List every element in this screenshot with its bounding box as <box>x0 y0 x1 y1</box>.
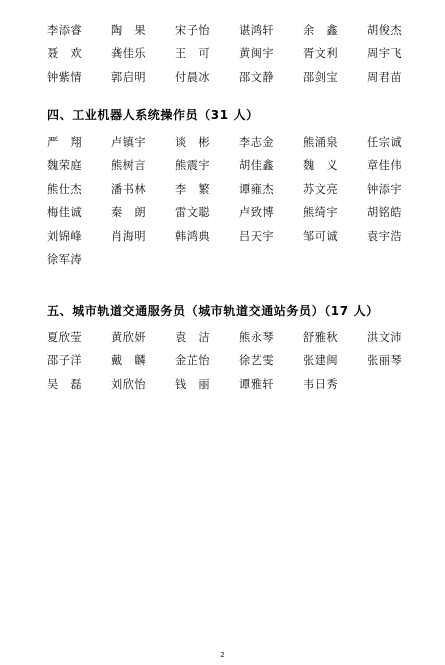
person-name: 邵文静 <box>239 70 275 84</box>
person-name: 梅佳诚 <box>47 206 83 220</box>
person-name: 袁宇浩 <box>367 229 403 243</box>
person-name: 夏欣莹 <box>47 331 83 344</box>
person-name: 邹可诚 <box>303 229 339 243</box>
person-name: 钟紫情 <box>47 70 83 84</box>
name-grid <box>47 131 417 271</box>
person-name: 谭雍杰 <box>239 182 275 196</box>
person-name: 戴 麟 <box>111 354 147 368</box>
name-grid <box>47 326 417 396</box>
person-name: 付晨冰 <box>175 70 211 84</box>
person-name: 李 繁 <box>175 182 211 196</box>
person-name: 胡俊杰 <box>367 24 403 37</box>
person-name: 张建闽 <box>303 354 339 368</box>
person-name: 熊仕杰 <box>47 182 83 196</box>
person-name: 徐军涛 <box>47 252 83 266</box>
person-name: 余 鑫 <box>303 24 339 37</box>
person-name: 秦 朗 <box>111 206 147 220</box>
person-name: 舒雅秋 <box>303 331 339 344</box>
person-name: 陶 果 <box>111 24 147 37</box>
person-name: 潘书林 <box>111 182 147 196</box>
person-name: 邵剑宝 <box>303 70 339 84</box>
person-name: 刘欣怡 <box>111 377 147 391</box>
person-name: 熊涌泉 <box>303 136 339 149</box>
person-name: 雷文聪 <box>175 206 211 220</box>
person-name: 章佳伟 <box>367 159 403 173</box>
name-grid <box>47 19 417 89</box>
page-number: 2 <box>220 651 225 659</box>
person-name: 钟添宇 <box>367 182 403 196</box>
person-name: 肖海明 <box>111 229 147 243</box>
person-name: 邵子洋 <box>47 354 83 368</box>
person-name: 郭启明 <box>111 70 147 84</box>
person-name: 吕天宇 <box>239 229 275 243</box>
person-name: 宋子怡 <box>175 24 211 37</box>
person-name: 黄闽宇 <box>239 47 275 61</box>
person-name: 魏 义 <box>303 159 339 173</box>
person-name: 聂 欢 <box>47 47 83 61</box>
person-name: 张丽琴 <box>367 354 403 368</box>
person-name: 金芷怡 <box>175 354 211 368</box>
person-name: 胥文利 <box>303 47 339 61</box>
person-name: 袁 洁 <box>175 331 211 344</box>
person-name: 任宗诚 <box>367 136 403 149</box>
person-name: 熊树言 <box>111 159 147 173</box>
person-name: 龚佳乐 <box>111 47 147 61</box>
person-name: 王 可 <box>175 47 211 61</box>
section-title-rail-transit: 五、城市轨道交通服务员（城市轨道交通站务员）（17 人） <box>47 304 379 318</box>
person-name: 徐艺雯 <box>239 354 275 368</box>
person-name: 韩鸿典 <box>175 229 211 243</box>
person-name: 钱 丽 <box>175 377 211 391</box>
person-name: 谈 彬 <box>175 136 211 149</box>
name-list-rail-transit <box>47 326 417 396</box>
person-name: 熊永琴 <box>239 331 275 344</box>
person-name: 谌鸿轩 <box>239 24 275 37</box>
person-name: 洪文沛 <box>367 331 403 344</box>
name-list-industrial-robot <box>47 131 417 271</box>
person-name: 魏荣庭 <box>47 159 83 173</box>
person-name: 吴 磊 <box>47 377 83 391</box>
person-name: 黄欣妍 <box>111 331 147 344</box>
person-name: 胡铭皓 <box>367 206 403 220</box>
person-name: 熊绮宇 <box>303 206 339 220</box>
person-name: 严 翔 <box>47 136 83 149</box>
person-name: 谭雅轩 <box>239 377 275 391</box>
person-name: 卢镇宇 <box>111 136 147 149</box>
person-name: 李添睿 <box>47 24 83 37</box>
person-name: 熊震宇 <box>175 159 211 173</box>
person-name: 卢致博 <box>239 206 275 220</box>
name-list-continued <box>47 19 417 89</box>
person-name: 刘锦峰 <box>47 229 83 243</box>
person-name: 周宇飞 <box>367 47 403 61</box>
section-title-industrial-robot: 四、工业机器人系统操作员（31 人） <box>47 108 259 122</box>
person-name: 李志金 <box>239 136 275 149</box>
person-name: 韦日秀 <box>303 377 339 391</box>
person-name: 胡佳鑫 <box>239 159 275 173</box>
person-name: 苏文亮 <box>303 182 339 196</box>
person-name: 周君苗 <box>367 70 403 84</box>
